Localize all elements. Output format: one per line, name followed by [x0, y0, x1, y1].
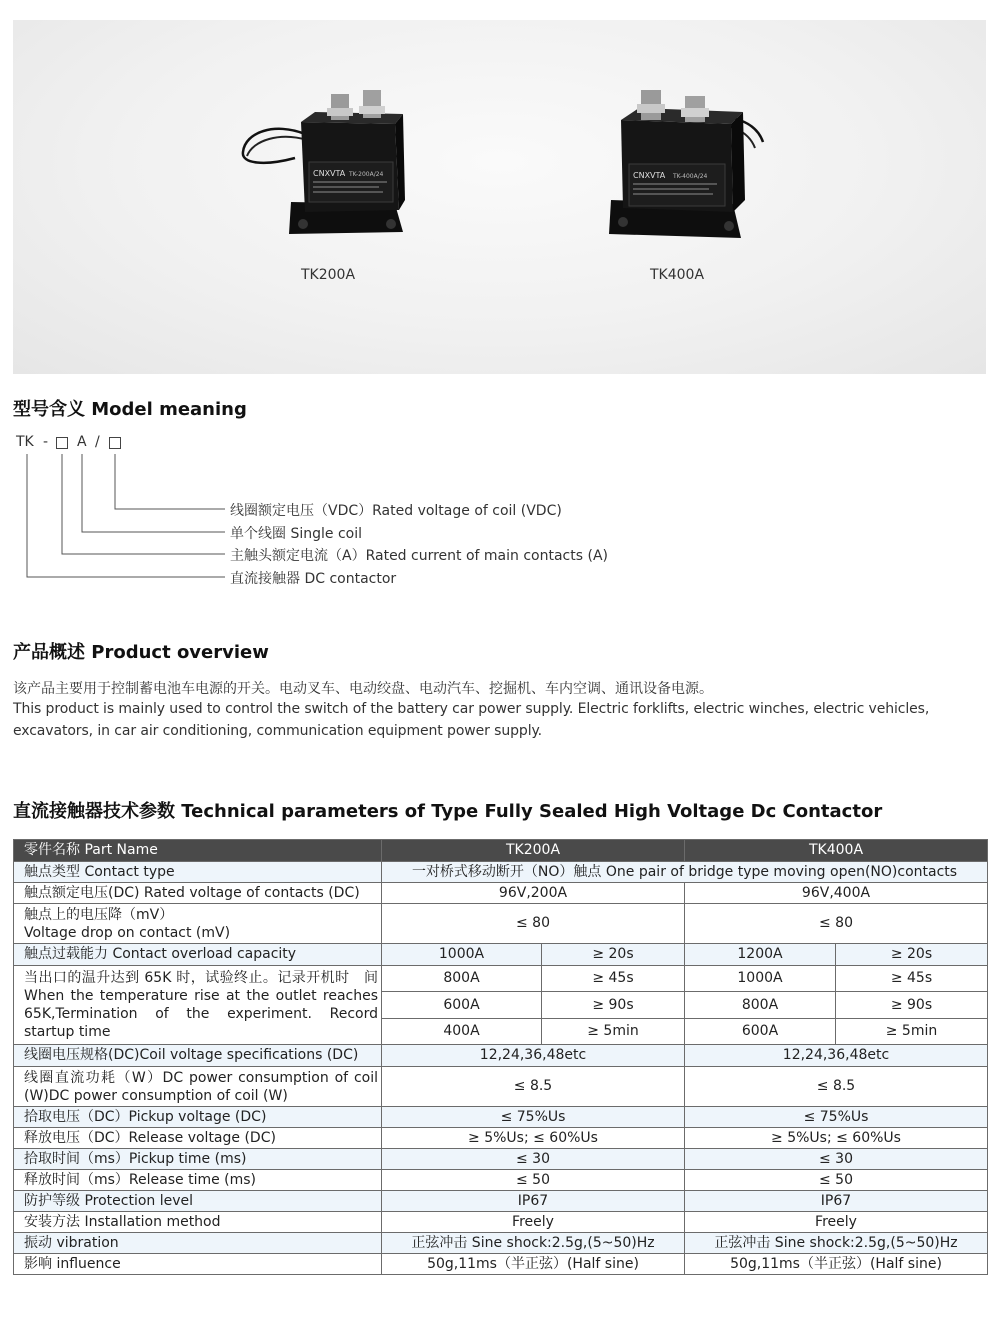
tk200a-model-print: TK-200A/24 — [349, 171, 384, 178]
cell-tk400a: ≥ 5%Us; ≤ 60%Us — [685, 1128, 988, 1149]
col-tk200a: TK200A — [382, 840, 685, 862]
model-meaning-heading: 型号含义 Model meaning — [13, 399, 247, 420]
col-part-name: 零件名称 Part Name — [14, 840, 382, 862]
overview-text-cn: 该产品主要用于控制蓄电池车电源的开关。电动叉车、电动绞盘、电动汽车、挖掘机、车内空调、通讯设备电源。 — [13, 681, 713, 697]
table-row — [14, 862, 988, 883]
table-row — [14, 904, 988, 944]
cell-tk400a: 正弦冲击 Sine shock:2.5g,(5~50)Hz — [685, 1233, 988, 1254]
table-row — [14, 1254, 988, 1275]
cell-tk200a-time: ≥ 45s — [542, 966, 685, 992]
col-tk400a: TK400A — [685, 840, 988, 862]
table-row — [14, 1212, 988, 1233]
cell-tk400a: ≤ 50 — [685, 1170, 988, 1191]
table-row — [14, 1170, 988, 1191]
row-label-en: Voltage drop on contact (mV) — [24, 924, 231, 941]
code-a: A — [77, 434, 87, 450]
table-row — [14, 1149, 988, 1170]
table-row — [14, 1233, 988, 1254]
table-row — [14, 883, 988, 904]
row-label: 振动 vibration — [14, 1233, 382, 1254]
cell-tk400a-time: ≥ 5min — [836, 1019, 988, 1045]
cell-tk200a-time: ≥ 90s — [542, 992, 685, 1019]
cell-tk200a: 正弦冲击 Sine shock:2.5g,(5~50)Hz — [382, 1233, 685, 1254]
label-single-coil: 单个线圈 Single coil — [230, 526, 362, 542]
cell-tk200a: ≤ 80 — [382, 904, 685, 944]
code-prefix: TK — [16, 434, 34, 450]
cell-tk200a: Freely — [382, 1212, 685, 1233]
cell-tk200a: 12,24,36,48etc — [382, 1045, 685, 1067]
row-label-cn: 触点上的电压降（mV） — [24, 906, 174, 923]
row-label: 触点类型 Contact type — [14, 862, 382, 883]
cell-tk400a-current: 800A — [685, 992, 836, 1019]
cell-tk400a: 12,24,36,48etc — [685, 1045, 988, 1067]
cell-tk200a: ≤ 30 — [382, 1149, 685, 1170]
cell-tk400a: ≤ 80 — [685, 904, 988, 944]
spec-table — [13, 839, 988, 1275]
overview-heading: 产品概述 Product overview — [13, 642, 269, 663]
tk400a-model-print: TK-400A/24 — [673, 173, 708, 180]
cell-tk200a: ≤ 75%Us — [382, 1107, 685, 1128]
cell-tk200a-current: 400A — [382, 1019, 542, 1045]
label-dc-contactor: 直流接触器 DC contactor — [230, 571, 397, 587]
table-row — [14, 1191, 988, 1212]
cell-tk400a-current: 1200A — [685, 944, 836, 966]
row-label: 线圈电压规格(DC)Coil voltage specifications (DC) — [14, 1045, 382, 1067]
table-row — [14, 1128, 988, 1149]
row-label: 防护等级 Protection level — [14, 1191, 382, 1212]
cell-tk400a-time: ≥ 45s — [836, 966, 988, 992]
cell-tk200a-current: 800A — [382, 966, 542, 992]
tk400a-brand-text: CNXVTA — [633, 171, 666, 180]
table-row — [14, 1045, 988, 1067]
cell-tk200a: ≥ 5%Us; ≤ 60%Us — [382, 1128, 685, 1149]
label-rated-current: 主触头额定电流（A）Rated current of main contacts (A) — [230, 548, 608, 564]
table-row — [14, 944, 988, 966]
cell-tk200a-current: 600A — [382, 992, 542, 1019]
cell-tk400a-time: ≥ 90s — [836, 992, 988, 1019]
cell-tk400a: 50g,11ms（半正弦）(Half sine) — [685, 1254, 988, 1275]
row-label: 触点过载能力 Contact overload capacity — [14, 944, 382, 966]
row-label-temp-rise: 当出口的温升达到 65K 时，试验终止。记录开机时 间 When the temperature rise at the outlet reaches 65K,Termination of the experiment. Record startup time — [14, 966, 382, 1045]
spec-table-heading: 直流接触器技术参数 Technical parameters of Type Fully Sealed High Voltage Dc Contactor — [13, 801, 883, 822]
row-label: 线圈直流功耗（W）DC power consumption of coil (W)DC power consumption of coil (W) — [14, 1067, 382, 1107]
cell-tk200a: IP67 — [382, 1191, 685, 1212]
cell-tk400a: Freely — [685, 1212, 988, 1233]
row-label: 拾取时间（ms）Pickup time (ms) — [14, 1149, 382, 1170]
cell-tk400a: 96V,400A — [685, 883, 988, 904]
cell-tk200a: 96V,200A — [382, 883, 685, 904]
code-slash: / — [95, 434, 100, 450]
cell-tk400a-time: ≥ 20s — [836, 944, 988, 966]
row-label: 安装方法 Installation method — [14, 1212, 382, 1233]
overview-text-en: This product is mainly used to control the switch of the battery car power supply. Electric forklifts, electric winches, electric vehicles, excavators, in car air conditioning, communication equipment power supply. — [13, 701, 930, 739]
tk200a-caption: TK200A — [300, 267, 356, 283]
table-row — [14, 1107, 988, 1128]
tk400a-caption: TK400A — [649, 267, 705, 283]
cell-tk200a-current: 1000A — [382, 944, 542, 966]
cell-tk400a: IP67 — [685, 1191, 988, 1212]
table-header-row — [14, 840, 988, 862]
cell-tk400a: ≤ 30 — [685, 1149, 988, 1170]
label-coil-voltage: 线圈额定电压（VDC）Rated voltage of coil (VDC) — [230, 503, 562, 519]
code-dash: - — [43, 434, 49, 450]
table-row — [14, 966, 988, 992]
cell-tk200a: ≤ 50 — [382, 1170, 685, 1191]
cell-tk400a: ≤ 75%Us — [685, 1107, 988, 1128]
cell-tk200a-time: ≥ 5min — [542, 1019, 685, 1045]
cell-tk400a-current: 600A — [685, 1019, 836, 1045]
tk200a-brand-text: CNXVTA — [313, 169, 346, 178]
cell-tk200a-time: ≥ 20s — [542, 944, 685, 966]
row-label: 触点额定电压(DC) Rated voltage of contacts (DC) — [14, 883, 382, 904]
cell-tk200a: 50g,11ms（半正弦）(Half sine) — [382, 1254, 685, 1275]
cell-tk200a: ≤ 8.5 — [382, 1067, 685, 1107]
row-label: 影响 influence — [14, 1254, 382, 1275]
cell-tk400a-current: 1000A — [685, 966, 836, 992]
row-label: 释放时间（ms）Release time (ms) — [14, 1170, 382, 1191]
row-label: 释放电压（DC）Release voltage (DC) — [14, 1128, 382, 1149]
cell-tk400a: ≤ 8.5 — [685, 1067, 988, 1107]
table-row — [14, 1067, 988, 1107]
row-label — [14, 904, 382, 944]
cell-contact-type: 一对桥式移动断开（NO）触点 One pair of bridge type moving open(NO)contacts — [382, 862, 988, 883]
row-label: 拾取电压（DC）Pickup voltage (DC) — [14, 1107, 382, 1128]
